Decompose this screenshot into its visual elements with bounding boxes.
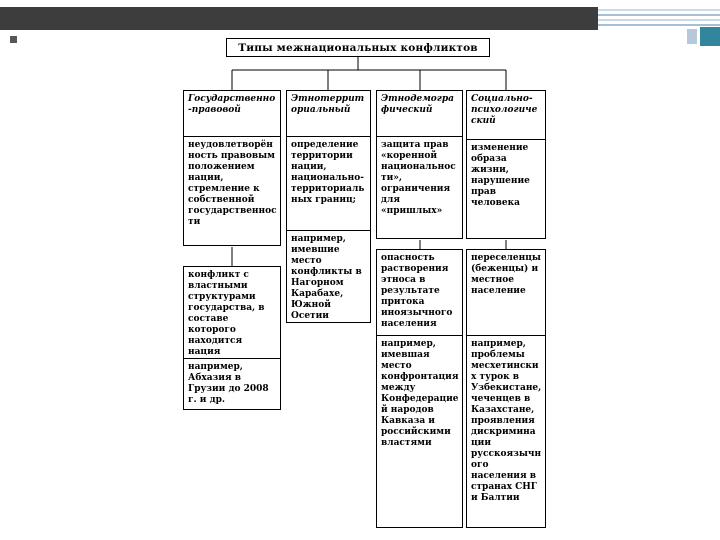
column-header: Социально-психологический — [466, 90, 546, 140]
diagram-box: опасность растворения этноса в результате притока иноязычного населения — [376, 249, 463, 336]
diagram-box-example: например, Абхазия в Грузии до 2008 г. и др. — [183, 358, 281, 410]
diagram-title: Типы межнациональных конфликтов — [226, 38, 490, 57]
column-socio-psychological — [466, 90, 546, 528]
column-header: Этнодемографический — [376, 90, 463, 137]
column-ethno-demographic — [376, 90, 463, 528]
diagram-box: неудовлетворённость правовым положением нации, стремление к собственной государственности — [183, 136, 281, 246]
diagram-box-example: например, имевшие место конфликты в Нагорном Карабахе, Южной Осетии — [286, 230, 371, 323]
diagram-box: определение территории нации, национально-территориальных границ; — [286, 136, 371, 231]
column-header: Государственно-правовой — [183, 90, 281, 137]
column-gap — [466, 239, 546, 249]
diagram-box-example: например, проблемы месхетинских турок в Узбекистане, чеченцев в Казахстане, проявления дискриминации русскоязычного населения в странах СНГ и Балтии — [466, 335, 546, 528]
column-gap — [183, 246, 281, 266]
diagram-box: защита прав «коренной национальности», ограничения для «пришлых» — [376, 136, 463, 239]
diagram-box: изменение образа жизни, нарушение прав человека — [466, 139, 546, 239]
diagram-box: конфликт с властными структурами государства, в составе которого находится нация — [183, 266, 281, 359]
column-header: Этнотерриториальный — [286, 90, 371, 137]
diagram-box: переселенцы (беженцы) и местное население — [466, 249, 546, 336]
column-ethno-territorial — [286, 90, 371, 323]
column-gap — [376, 239, 463, 249]
column-state-legal — [183, 90, 281, 410]
diagram-box-example: например, имевшая место конфронтация между Конфедерацией народов Кавказа и российскими властями — [376, 335, 463, 528]
